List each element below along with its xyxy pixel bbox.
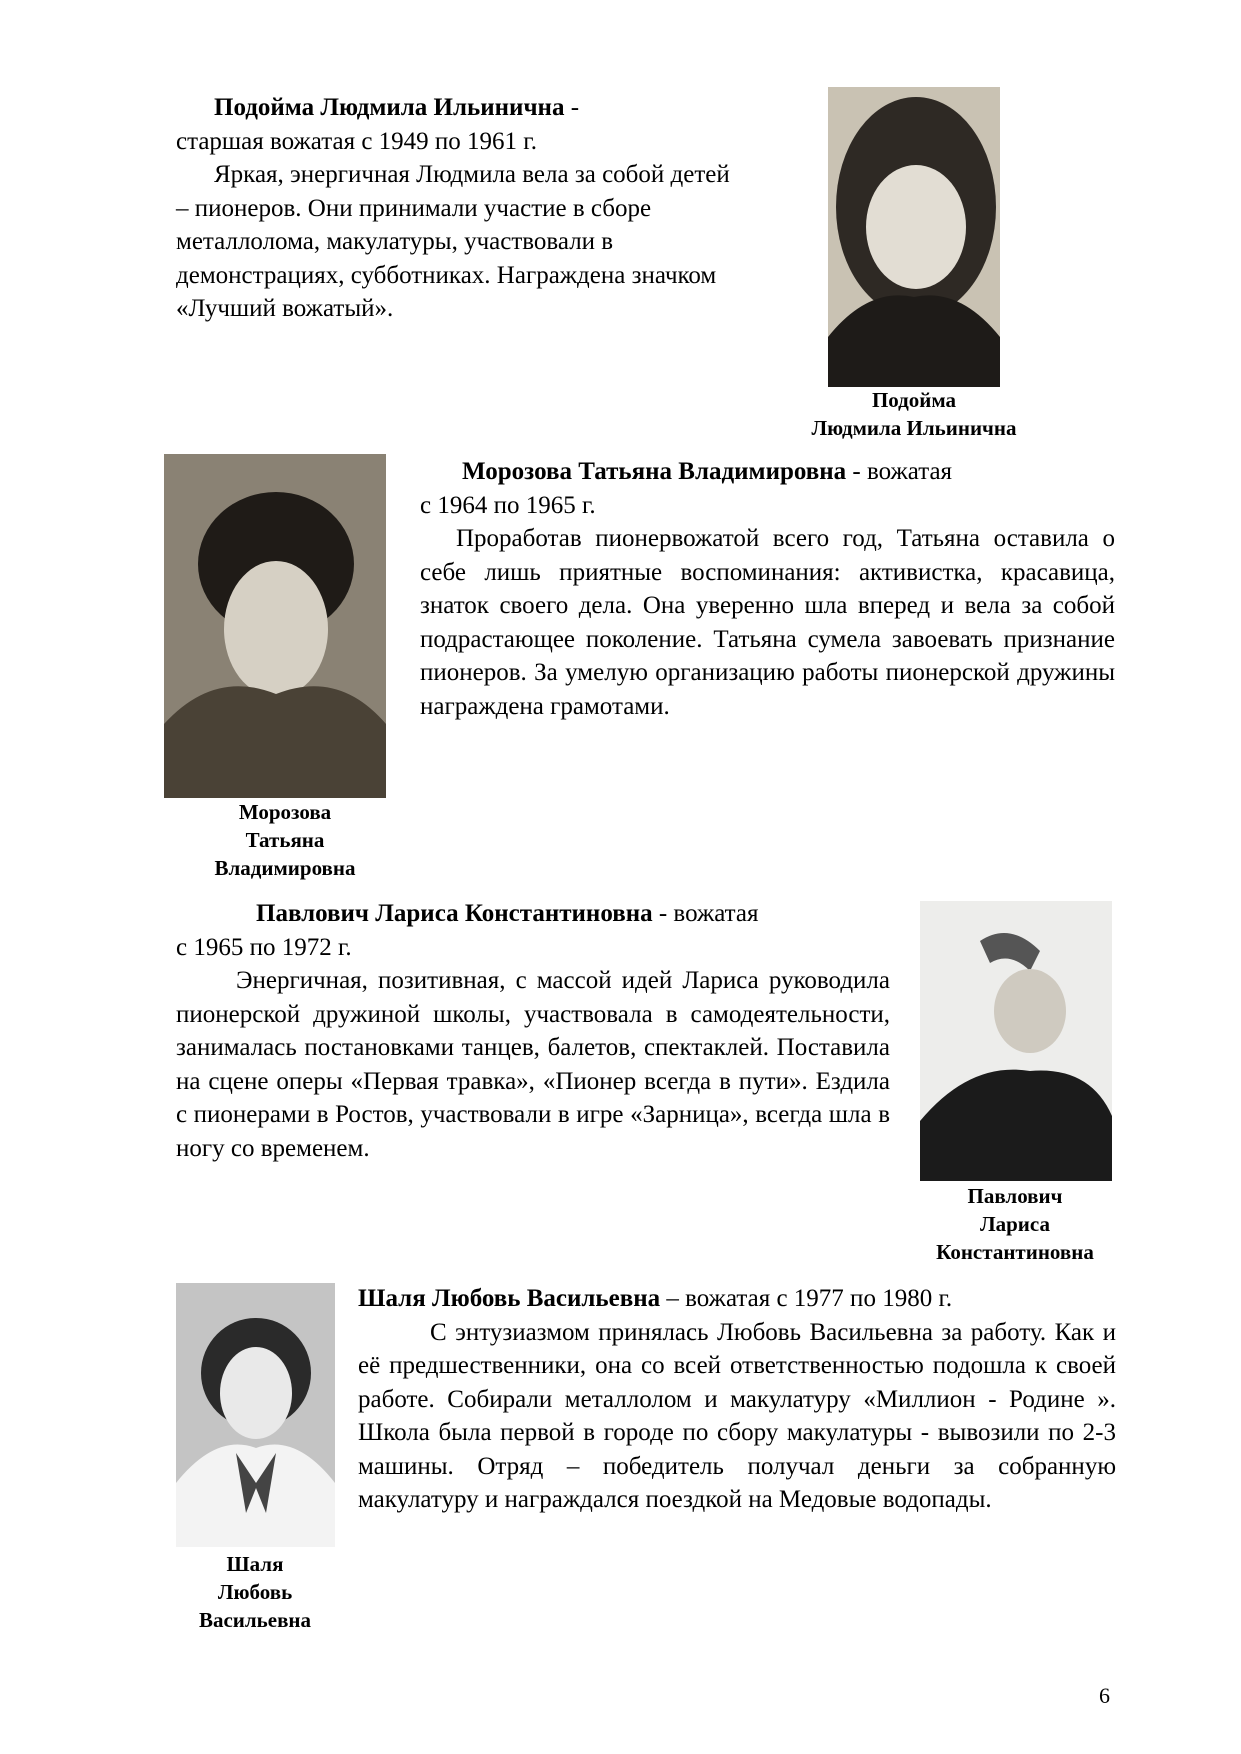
caption-shalya	[146, 1550, 364, 1634]
portrait-photo-pavlovich	[920, 901, 1112, 1181]
portrait-photo-morozova	[164, 454, 386, 798]
entry-podoima-role: старшая вожатая с 1949 по 1961 г.	[176, 127, 537, 155]
entry-pavlovich-name: Павлович Лариса Константиновна	[256, 900, 653, 927]
caption-podoima	[776, 386, 1052, 442]
caption-podoima-line1: Подойма	[871, 388, 957, 412]
caption-morozova	[150, 798, 420, 882]
entry-shalya-body: С энтузиазмом принялась Любовь Васильевна за работу. Как и её предшественники, она со всей ответственностью подошла к своей работе. Собирали металлолом и макулатуру «Миллион - Родине ». Школа была первой в городе по сбору макулатуры - вывозили по 2-3 машины. Отряд – победитель получал деньги за собранную макулатуру и награждался поездкой на Медовые водопады.	[358, 1318, 1116, 1513]
caption-shalya-line3: Васильевна	[198, 1608, 312, 1632]
page-number: 6	[1099, 1683, 1110, 1708]
caption-podoima-line2: Людмила Ильинична	[811, 416, 1017, 440]
caption-shalya-line2: Любовь	[217, 1580, 293, 1604]
portrait-photo-podoima	[828, 87, 1000, 387]
entry-morozova-role: с 1964 по 1965 г.	[420, 491, 596, 519]
caption-pavlovich	[880, 1182, 1150, 1266]
caption-morozova-line3: Владимировна	[214, 856, 356, 880]
entry-pavlovich-body: Энергичная, позитивная, с массой идей Лариса руководила пионерской дружиной школы, участвовала в самодеятельности, занималась постановками танцев, балетов, спектаклей. Поставила на сцене оперы «Первая травка», «Пионер всегда в пути». Ездила с пионерами в Ростов, участвовали в игре «Зарница», всегда шла в ногу со временем.	[176, 967, 890, 1162]
entry-shalya-name: Шаля Любовь Васильевна	[358, 1285, 661, 1312]
caption-pavlovich-line1: Павлович	[967, 1184, 1063, 1208]
entry-pavlovich-role-suffix: - вожатая	[652, 900, 759, 927]
entry-podoima-role-suffix: -	[564, 94, 580, 121]
entry-pavlovich-role: с 1965 по 1972 г.	[176, 933, 352, 961]
caption-pavlovich-line2: Лариса	[979, 1212, 1050, 1236]
entry-morozova-name: Морозова Татьяна Владимировна	[462, 458, 847, 485]
entry-podoima-text	[176, 91, 736, 326]
entry-shalya-role-suffix: – вожатая с 1977 по 1980 г.	[660, 1285, 953, 1312]
caption-morozova-line2: Татьяна	[245, 828, 325, 852]
entry-pavlovich-text	[176, 897, 890, 1165]
caption-shalya-line1: Шаля	[226, 1552, 284, 1576]
entry-morozova-role-suffix: - вожатая	[846, 458, 953, 485]
entry-morozova-text	[420, 455, 1115, 723]
entry-podoima-name: Подойма Людмила Ильинична	[214, 94, 565, 121]
entry-podoima-body: Яркая, энергичная Людмила вела за собой детей – пионеров. Они принимали участие в сборе металлолома, макулатуры, участвовали в демонстрациях, субботниках. Награждена значком «Лучший вожатый».	[176, 161, 730, 322]
portrait-photo-shalya	[176, 1283, 335, 1547]
entry-morozova-body: Проработав пионервожатой всего год, Татьяна оставила о себе лишь приятные воспоминания: активистка, красавица, знаток своего дела. Она уверенно шла вперед и вела за собой подрастающее поколение. Татьяна сумела завоевать признание пионеров. За умелую организацию работы пионерской дружины награждена грамотами.	[420, 525, 1115, 720]
caption-morozova-line1: Морозова	[238, 800, 332, 824]
caption-pavlovich-line3: Константиновна	[936, 1240, 1094, 1264]
entry-shalya-text	[358, 1282, 1116, 1517]
